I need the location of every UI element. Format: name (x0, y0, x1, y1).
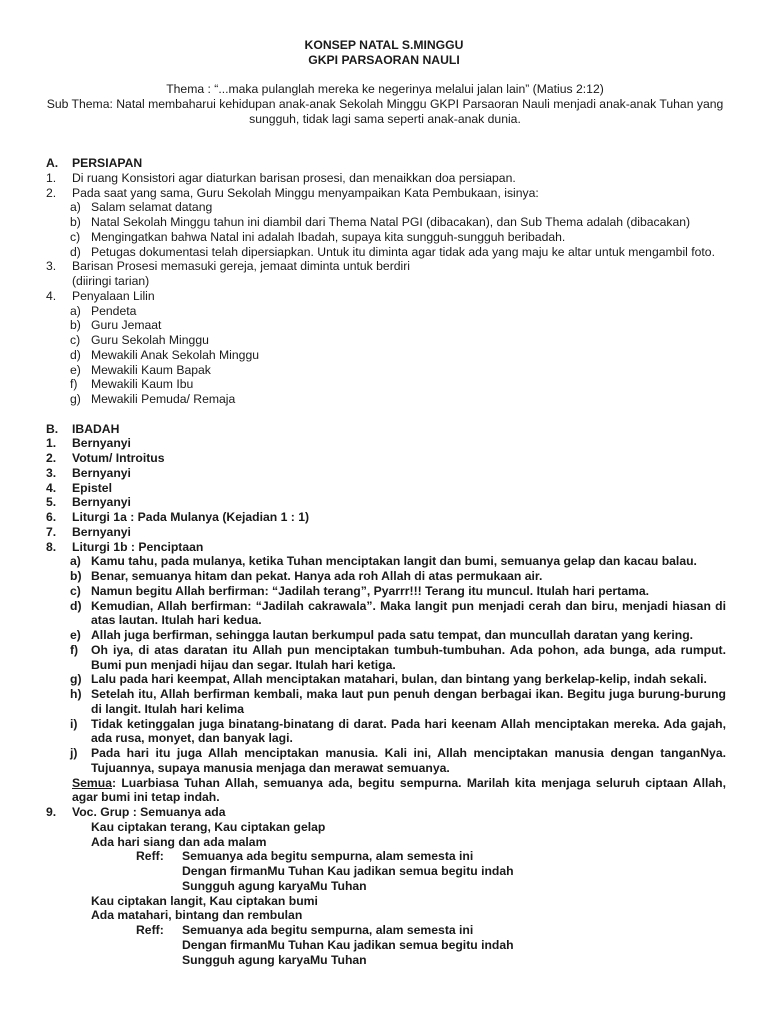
list-item: 3. Bernyanyi (46, 465, 131, 480)
subtheme-line: Sub Thema: Natal membaharui kehidupan anak-anak Sekolah Minggu GKPI Parsaoran Nauli menjadi anak-anak Tuhan yang sungguh, tidak lagi sama seperti anak-anak dunia. (46, 97, 724, 126)
list-item: 4. Penyalaan Lilin (46, 288, 155, 303)
list-item: 1. Bernyanyi (46, 436, 131, 451)
sub-item: b) Guru Jemaat (70, 318, 162, 333)
list-item: 4. Epistel (46, 480, 112, 495)
section-a-heading (46, 156, 726, 171)
list-item: 6. Liturgi 1a : Pada Mulanya (Kejadian 1 : 1) (46, 510, 310, 524)
list-item: 7. Bernyanyi (46, 524, 131, 539)
list-item: 1. Di ruang Konsistori agar diaturkan barisan prosesi, dan menaikkan doa persiapan. (46, 170, 516, 185)
sub-item: d) Petugas dokumentasi telah dipersiapkan. Untuk itu diminta agar tidak ada yang maju ke altar untuk mengambil foto. (70, 244, 715, 259)
spacer (46, 407, 726, 422)
lyric-line: Reff: Semuanya ada begitu sempurna, alam semesta ini (136, 923, 474, 937)
sub-item: c) Namun begitu Allah berfirman: “Jadilah terang”, Pyarrr!!! Terang itu muncul. Itulah hari pertama. (70, 583, 650, 598)
section-b-heading (46, 422, 726, 437)
list-item: 9. Voc. Grup : Semuanya ada (46, 805, 226, 819)
lyric-line: Ada hari siang dan ada malam (91, 834, 267, 849)
sub-item: b) Benar, semuanya hitam dan pekat. Hanya ada roh Allah di atas permukaan air. (70, 569, 543, 583)
list-item: 5. Bernyanyi (46, 495, 131, 510)
sub-item: a) Pendeta (70, 303, 137, 318)
sub-item: a) Salam selamat datang (70, 200, 213, 215)
sub-item: c) Guru Sekolah Minggu (70, 333, 209, 347)
sub-item: i) Tidak ketinggalan juga binatang-binatang di darat. Pada hari keenam Allah menciptakan mereka. Ada gajah, ada rusa, monyet, dan banyak lagi. (70, 716, 726, 746)
document-title: KONSEP NATAL S.MINGGU (304, 38, 464, 52)
sub-item: f) Oh iya, di atas daratan itu Allah pun menciptakan tumbuh-tumbuhan. Ada pohon, ada bunga, ada rumput. Bumi pun menjadi hijau dan segar. Itulah hari ketiga. (70, 642, 726, 672)
list-item: 3. Barisan Prosesi memasuki gereja, jemaat diminta untuk berdiri (diiringi tarian) (46, 259, 726, 289)
section-title: IBADAH (72, 421, 120, 436)
lyric-line: Kau ciptakan langit, Kau ciptakan bumi (91, 893, 318, 908)
lyric-line: Dengan firmanMu Tuhan Kau jadikan semua begitu indah (182, 937, 514, 952)
sub-item: h) Setelah itu, Allah berfirman kembali, maka laut pun penuh dengan berbagai ikan. Begitu juga burung-burung di langit. Itulah hari kelima (70, 687, 726, 716)
lyric-line: Ada matahari, bintang dan rembulan (91, 908, 303, 923)
theme-line: Thema : “...maka pulanglah mereka ke negerinya melalui jalan lain” (Matius 2:12) (166, 82, 604, 96)
list-item: 8. Liturgi 1b : Penciptaan (46, 539, 204, 554)
sub-item: g) Lalu pada hari keempat, Allah menciptakan matahari, bulan, dan bintang yang berkelap-kelip, indah sekali. (70, 672, 707, 687)
list-item: 2. Pada saat yang sama, Guru Sekolah Minggu menyampaikan Kata Pembukaan, isinya: (46, 185, 539, 200)
sub-item: d) Mewakili Anak Sekolah Minggu (70, 347, 260, 362)
list-item: 2. Votum/ Introitus (46, 451, 165, 465)
sub-item: e) Allah juga berfirman, sehingga lautan berkumpul pada satu tempat, dan muncullah daratan yang kering. (70, 628, 694, 642)
lyric-line: Reff: Semuanya ada begitu sempurna, alam semesta ini (136, 849, 474, 864)
item-note: (diiringi tarian) (72, 274, 150, 288)
sub-item: d) Kemudian, Allah berfirman: “Jadilah cakrawala”. Maka langit pun menjadi cerah dan biru, menjadi hiasan di atas lautan. Itulah hari kedua. (70, 598, 726, 628)
section-title: PERSIAPAN (72, 156, 143, 170)
section-letter: A. (46, 156, 59, 170)
semua-line: Semua: Luarbiasa Tuhan Allah, semuanya ada, begitu sempurna. Marilah kita menjaga seluruh ciptaan Allah, agar bumi ini tetap indah. (72, 775, 726, 805)
section-letter: B. (46, 421, 59, 436)
sub-item: e) Mewakili Kaum Bapak (70, 362, 211, 377)
song-lyrics (46, 820, 726, 968)
sub-item: c) Mengingatkan bahwa Natal ini adalah Ibadah, supaya kita sungguh-sungguh beribadah. (70, 229, 566, 244)
sub-item: g) Mewakili Pemuda/ Remaja (70, 392, 236, 406)
church-name: GKPI PARSAORAN NAULI (308, 53, 460, 67)
lyric-line: Sungguh agung karyaMu Tuhan (182, 952, 367, 967)
lyric-line: Sungguh agung karyaMu Tuhan (182, 878, 367, 893)
sub-item: a) Kamu tahu, pada mulanya, ketika Tuhan menciptakan langit dan bumi, semuanya gelap dan kacau balau. (70, 554, 697, 569)
document-body (46, 156, 726, 967)
sub-item: b) Natal Sekolah Minggu tahun ini diambil dari Thema Natal PGI (dibacakan), dan Sub Thema adalah (dibacakan) (70, 215, 691, 229)
reff-label: Reff: (136, 923, 164, 937)
lyric-line: Dengan firmanMu Tuhan Kau jadikan semua begitu indah (182, 864, 514, 878)
reff-label: Reff: (136, 849, 164, 864)
lyric-line: Kau ciptakan terang, Kau ciptakan gelap (91, 819, 326, 834)
sub-item: f) Mewakili Kaum Ibu (70, 377, 194, 392)
sub-item: j) Pada hari itu juga Allah menciptakan manusia. Kali ini, Allah menciptakan manusia dengan tanganNya. Tujuannya, supaya manusia menjaga dan merawat semuanya. (70, 746, 726, 775)
